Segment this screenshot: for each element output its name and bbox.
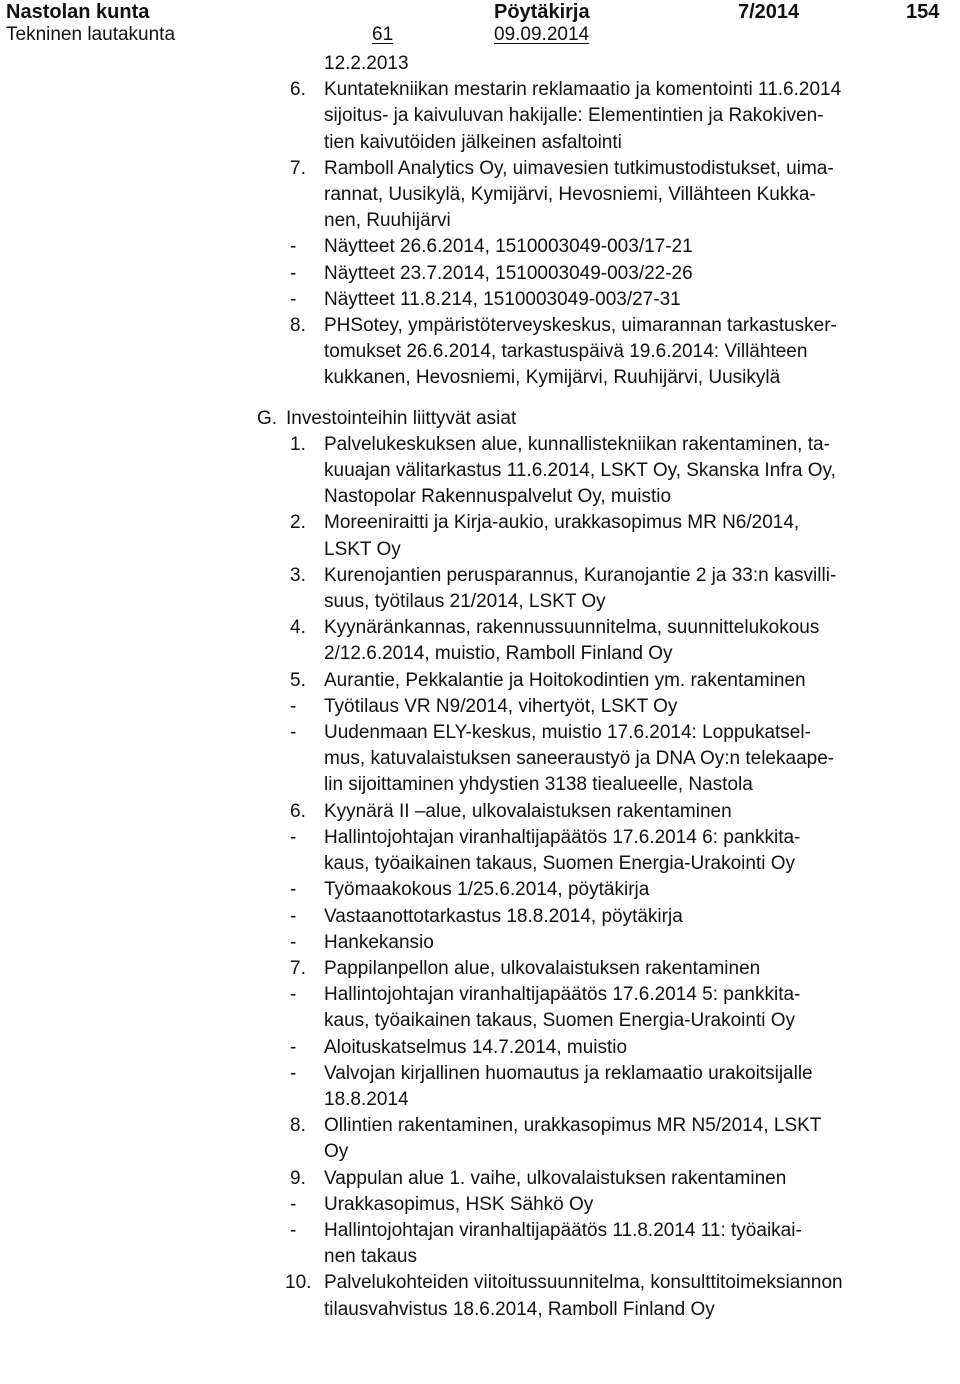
list-item-marker: -: [290, 236, 297, 258]
list-item-text: PHSotey, ympäristöterveyskeskus, uimarannan tarkastusker- tomukset 26.6.2014, tarkastuspäivä 19.6.2014: Villähteen kukkanen, Hevosniemi, Kymijärvi, Ruuhijärvi, Uusikylä: [324, 315, 837, 389]
document-body: [0, 51, 960, 1323]
list-item-text: Hallintojohtajan viranhaltijapäätös 17.6.2014 5: pankkita- kaus, työaikainen takaus, Suomen Energia-Urakointi Oy: [324, 984, 801, 1032]
list-item-marker: 7.: [290, 157, 306, 179]
list-item: [0, 930, 960, 956]
page-number: 154: [906, 1, 940, 23]
list-item-marker: 1.: [290, 433, 306, 455]
list-item-marker: 3.: [290, 564, 306, 586]
list-item: [0, 720, 960, 799]
list-item-text: Kyynärä II –alue, ulkovalaistuksen rakentaminen: [324, 800, 732, 822]
list-item-text: Moreeniraitti ja Kirja-aukio, urakkasopimus MR N6/2014, LSKT Oy: [324, 512, 800, 560]
list-item-text: Työmaakokous 1/25.6.2014, pöytäkirja: [324, 879, 650, 901]
list-item-text: Palvelukohteiden viitoitussuunnitelma, konsulttitoimeksiannon tilausvahvistus 18.6.2014, Ramboll Finland Oy: [324, 1272, 843, 1320]
board-name: Tekninen lautakunta: [6, 24, 176, 45]
list-item: [0, 1270, 960, 1322]
list-item-marker: -: [290, 879, 297, 901]
list-item: [0, 313, 960, 392]
list-item: [0, 1035, 960, 1061]
list-item-text: Työtilaus VR N9/2014, vihertyöt, LSKT Oy: [324, 695, 678, 717]
item-list: [0, 51, 960, 392]
list-item-marker: 10.: [285, 1272, 312, 1294]
list-item: [0, 563, 960, 615]
list-item: [0, 956, 960, 982]
list-item-marker: -: [290, 984, 297, 1006]
list-item: [0, 1166, 960, 1192]
list-item-marker: -: [290, 262, 297, 284]
list-item-marker: 5.: [290, 669, 306, 691]
list-item-text: Näytteet 11.8.214, 1510003049-003/27-31: [324, 288, 681, 310]
list-item-marker: -: [290, 722, 297, 744]
list-item-marker: 2.: [290, 512, 306, 534]
list-item-text: Ollintien rakentaminen, urakkasopimus MR N5/2014, LSKT Oy: [324, 1115, 822, 1163]
meeting-header: [0, 22, 960, 48]
list-item-text: Kuntatekniikan mestarin reklamaatio ja komentointi 11.6.2014 sijoitus- ja kaivuluvan hakijalle: Elementintien ja Rakokiven- tien kaivutöiden jälkeinen asfaltointi: [324, 79, 842, 153]
list-item-text: Uudenmaan ELY-keskus, muistio 17.6.2014: Loppukatsel- mus, katuvalaistuksen saneeraustyö ja DNA Oy:n telekaape- lin sijoittaminen yhdystien 3138 tiealueelle, Nastola: [324, 722, 835, 796]
section-g-heading: [0, 406, 960, 432]
list-item-text: Kurenojantien perusparannus, Kuranojantie 2 ja 33:n kasvilli- suus, työtilaus 21/2014, LSKT Oy: [324, 564, 837, 613]
list-item-marker: 9.: [290, 1167, 306, 1189]
document-number: 7/2014: [738, 1, 800, 23]
list-item-marker: -: [290, 1219, 297, 1241]
list-item-text: Aurantie, Pekkalantie ja Hoitokodintien ym. rakentaminen: [324, 669, 806, 691]
section-g-list: [0, 432, 960, 1323]
list-item-text: Näytteet 26.6.2014, 1510003049-003/17-21: [324, 236, 693, 258]
list-item-marker: 8.: [290, 1115, 306, 1137]
list-item: [0, 1113, 960, 1165]
list-item-marker: -: [290, 826, 297, 848]
section-number: 61: [372, 24, 394, 45]
list-item-marker: 8.: [290, 315, 306, 337]
list-item: [0, 799, 960, 825]
list-item: [0, 234, 960, 260]
list-item: [0, 668, 960, 694]
list-item: [0, 615, 960, 667]
list-item-marker: -: [290, 931, 297, 953]
list-item: [0, 1218, 960, 1270]
list-item-marker: 6.: [290, 800, 306, 822]
list-item-text: Vappulan alue 1. vaihe, ulkovalaistuksen rakentaminen: [324, 1167, 787, 1189]
list-item: [0, 904, 960, 930]
list-item-text: Urakkasopimus, HSK Sähkö Oy: [324, 1193, 594, 1215]
list-item-text: Aloituskatselmus 14.7.2014, muistio: [324, 1036, 628, 1058]
list-item-marker: 4.: [290, 617, 306, 639]
document-type: Pöytäkirja: [494, 1, 590, 23]
list-item: [0, 287, 960, 313]
list-item-text: 12.2.2013: [324, 53, 409, 74]
list-item-marker: 7.: [290, 957, 306, 979]
list-item-text: Vastaanottotarkastus 18.8.2014, pöytäkirja: [324, 905, 683, 927]
list-item-marker: -: [290, 905, 297, 927]
list-item-text: Ramboll Analytics Oy, uimavesien tutkimustodistukset, uima- rannat, Uusikylä, Kymijärvi, Hevosniemi, Villähteen Kukka- nen, Ruuhijärvi: [324, 157, 834, 232]
list-item-marker: -: [290, 1036, 297, 1058]
section-g-marker: G.: [257, 407, 278, 429]
list-item-text: Hallintojohtajan viranhaltijapäätös 11.8.2014 11: työaikai- nen takaus: [324, 1219, 802, 1268]
list-item-text: Näytteet 23.7.2014, 1510003049-003/22-26: [324, 262, 693, 284]
list-item: [0, 694, 960, 720]
list-item: [0, 877, 960, 903]
list-item-text: Kyynäränkannas, rakennussuunnitelma, suunnittelukokous 2/12.6.2014, muistio, Ramboll Finland Oy: [324, 617, 820, 665]
list-item: [0, 1061, 960, 1113]
list-item: [0, 261, 960, 287]
list-item-marker: -: [290, 695, 297, 717]
list-item: [0, 51, 960, 77]
list-item: [0, 825, 960, 877]
list-item-marker: -: [290, 288, 297, 310]
list-item-text: Hallintojohtajan viranhaltijapäätös 17.6.2014 6: pankkita- kaus, työaikainen takaus, Suomen Energia-Urakointi Oy: [324, 826, 801, 875]
document-header: [0, 0, 960, 24]
list-item: [0, 982, 960, 1034]
list-item-text: Palvelukeskuksen alue, kunnallistekniikan rakentaminen, ta- kuuajan välitarkastus 11.6.2014, LSKT Oy, Skanska Infra Oy, Nastopolar Rakennuspalvelut Oy, muistio: [324, 433, 836, 508]
list-item-marker: -: [290, 1193, 297, 1215]
list-item: [0, 432, 960, 511]
list-item-text: Valvojan kirjallinen huomautus ja reklamaatio urakoitsijalle 18.8.2014: [324, 1062, 813, 1110]
list-item: [0, 1192, 960, 1218]
list-item-text: Hankekansio: [324, 931, 434, 953]
meeting-date: 09.09.2014: [494, 24, 590, 45]
list-item-marker: -: [290, 1062, 297, 1084]
list-item: [0, 510, 960, 562]
list-item: [0, 156, 960, 235]
list-item: [0, 77, 960, 156]
municipality-name: Nastolan kunta: [6, 1, 150, 23]
list-item-marker: 6.: [290, 79, 306, 101]
list-item-text: Pappilanpellon alue, ulkovalaistuksen rakentaminen: [324, 957, 761, 979]
section-g-title: Investointeihin liittyvät asiat: [286, 407, 517, 429]
